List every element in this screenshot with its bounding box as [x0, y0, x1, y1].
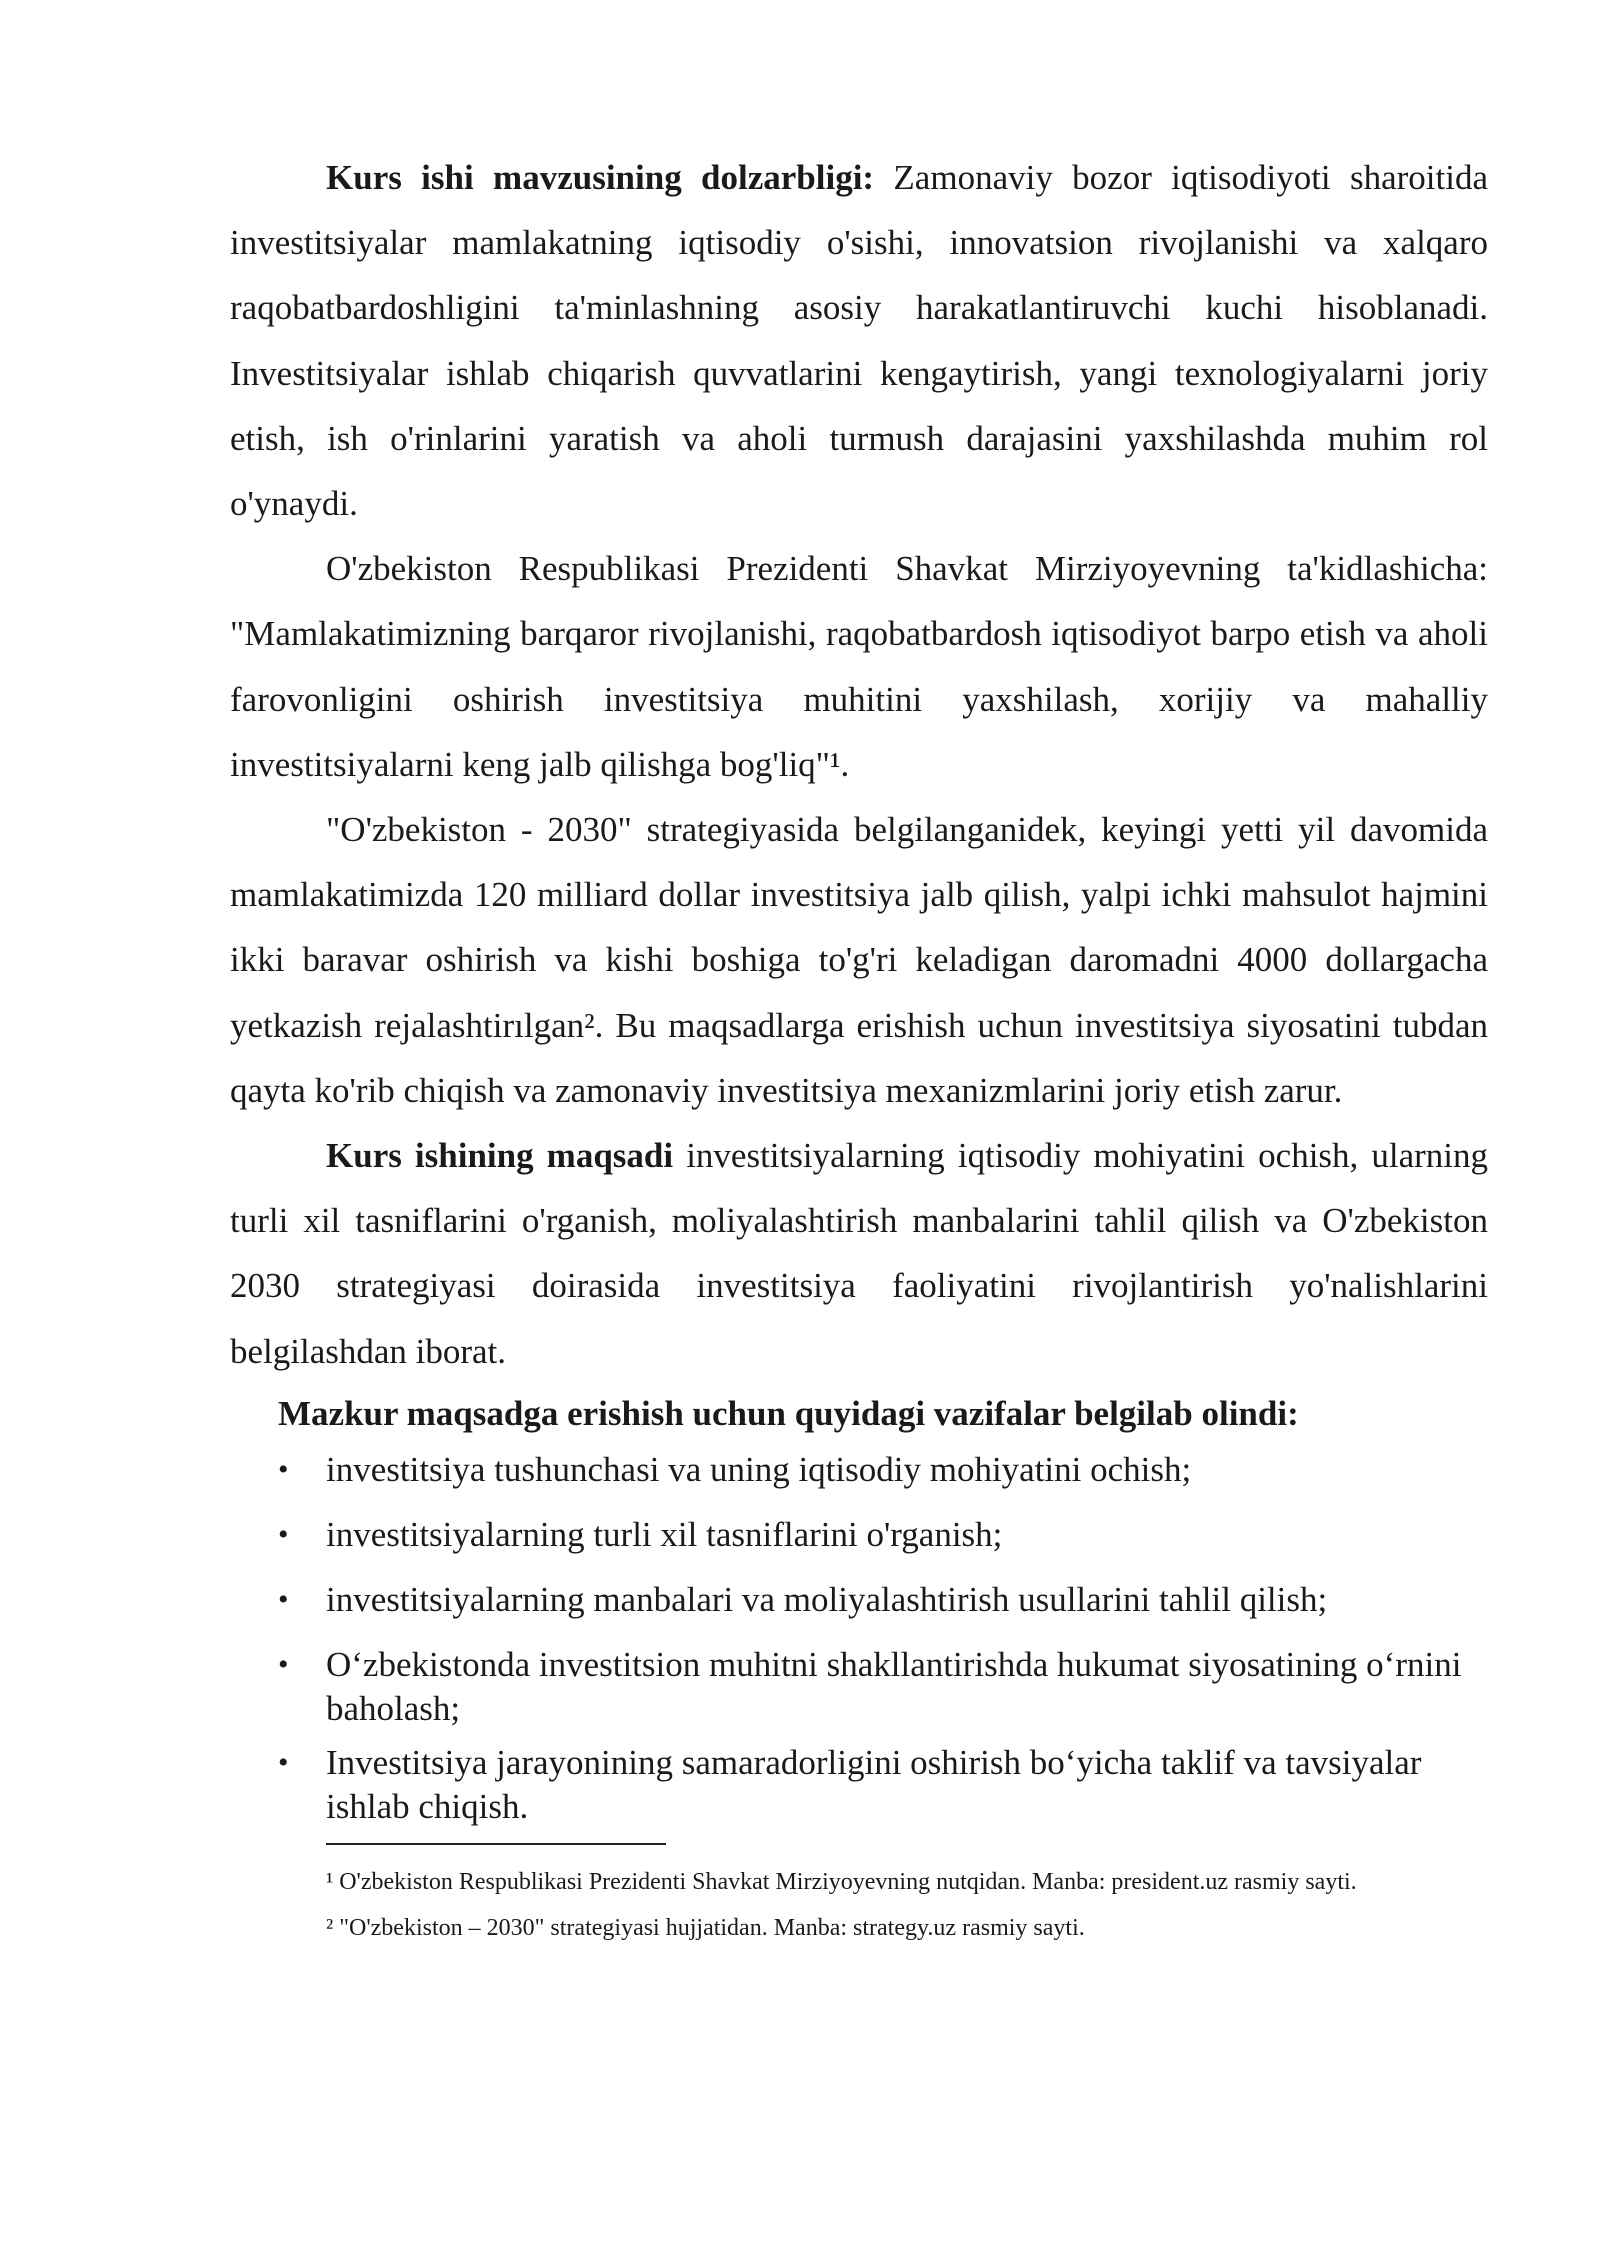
footnote-2: ² "O'zbekiston – 2030" strategiyasi hujjatidan. Manba: strategy.uz rasmiy sayti.	[326, 1914, 1085, 1941]
tasks-heading: Mazkur maqsadga erishish uchun quyidagi vazifalar belgilab olindi:	[278, 1393, 1299, 1433]
list-item-text: O‘zbekistonda investitsion muhitni shakllantirishda hukumat siyosatining o‘rnini baholash;	[326, 1644, 1462, 1728]
list-item	[278, 1578, 1488, 1622]
goal-paragraph	[230, 1123, 1488, 1384]
goal-heading: Kurs ishining maqsadi	[326, 1136, 674, 1176]
relevance-text: Zamonaviy bozor iqtisodiyoti sharoitida investitsiyalar mamlakatning iqtisodiy o'sishi, innovatsion rivojlanishi va xalqaro raqobatbardoshligini ta'minlashning asosiy harakatlantiruvchi kuchi hisoblanadi. Investitsiyalar ishlab chiqarish quvvatlarini kengaytirish, yangi texnologiyalarni joriy etish, ish o'rinlarini yaratish va aholi turmush darajasini yaxshilashda muhim rol o'ynaydi.	[230, 158, 1488, 524]
list-item	[278, 1448, 1488, 1492]
list-item	[278, 1741, 1488, 1829]
footnote-1: ¹ O'zbekiston Respublikasi Prezidenti Shavkat Mirziyoyevning nutqidan. Manba: president.uz rasmiy sayti.	[326, 1868, 1357, 1895]
list-item-text: investitsiyalarning manbalari va moliyalashtirish usullarini tahlil qilish;	[326, 1579, 1328, 1619]
list-item	[278, 1513, 1488, 1557]
bullet-icon: •	[278, 1745, 289, 1779]
tasks-list	[278, 1448, 1488, 1829]
footnote-separator	[326, 1843, 666, 1845]
goal-text: investitsiyalarning iqtisodiy mohiyatini ochish, ularning turli xil tasniflarini o'rganish, moliyalashtirish manbalarini tahlil qilish va O'zbekiston 2030 strategiyasi doirasida investitsiya faoliyatini rivojlantirish yo'nalishlarini belgilashdan iborat.	[230, 1136, 1489, 1371]
bullet-icon: •	[278, 1452, 289, 1486]
list-item-text: investitsiya tushunchasi va uning iqtisodiy mohiyatini ochish;	[326, 1449, 1192, 1489]
relevance-paragraph	[230, 145, 1488, 536]
list-item-text: investitsiyalarning turli xil tasniflarini o'rganish;	[326, 1514, 1003, 1554]
footnotes	[326, 1859, 1488, 1951]
relevance-heading: Kurs ishi mavzusining dolzarbligi:	[326, 158, 875, 197]
strategy-paragraph: "O'zbekiston - 2030" strategiyasida belgilanganidek, keyingi yetti yil davomida mamlakatimizda 120 milliard dollar investitsiya jalb qilish, yalpi ichki mahsulot hajmini ikki baravar oshirish va kishi boshiga to'g'ri keladigan daromadni 4000 dollargacha yetkazish rejalashtirılgan². Bu maqsadlarga erishish uchun investitsiya siyosatini tubdan qayta ko'rib chiqish va zamonaviy investitsiya mexanizmlarini joriy etish zarur.	[230, 810, 1488, 1110]
list-item-text: Investitsiya jarayonining samaradorligini oshirish bo‘yicha taklif va tavsiyalar ishlab chiqish.	[326, 1742, 1422, 1826]
bullet-icon: •	[278, 1582, 289, 1616]
list-item	[278, 1643, 1488, 1731]
president-quote-paragraph: O'zbekiston Respublikasi Prezidenti Shavkat Mirziyoyevning ta'kidlashicha: "Mamlakatimizning barqaror rivojlanishi, raqobatbardosh iqtisodiyot barpo etish va aholi farovonligini oshirish investitsiya muhitini yaxshilash, xorijiy va mahalliy investitsiyalarni keng jalb qilishga bog'liq"¹.	[230, 549, 1488, 784]
bullet-icon: •	[278, 1647, 289, 1681]
bullet-icon: •	[278, 1517, 289, 1551]
